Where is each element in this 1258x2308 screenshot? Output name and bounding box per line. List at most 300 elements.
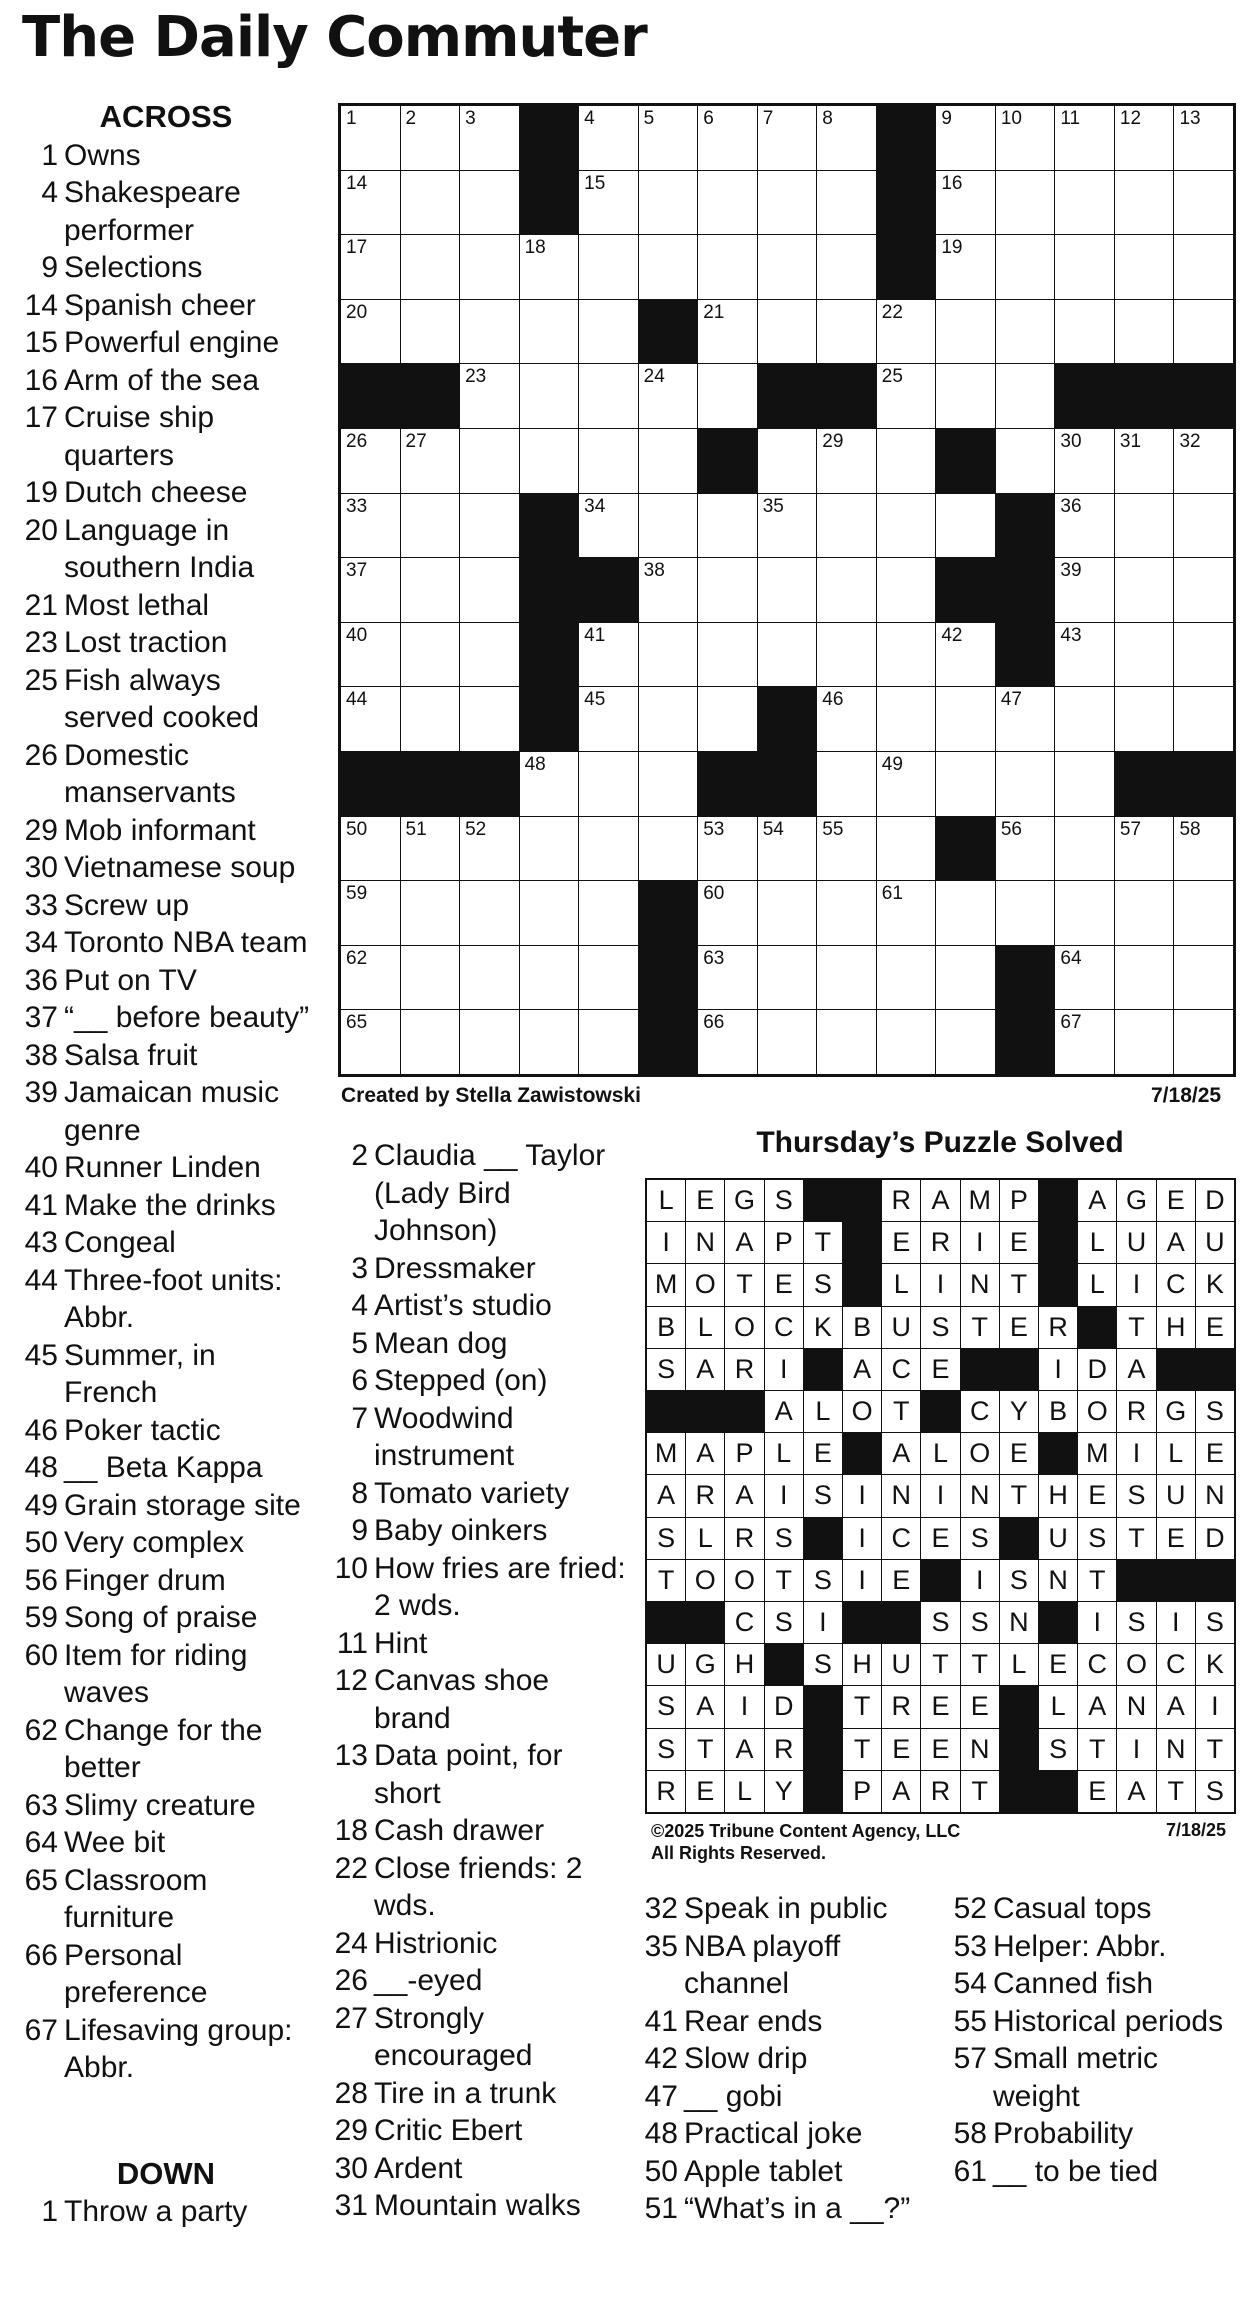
clue-down-col2-11[interactable] [326,1625,626,1663]
grid-cell[interactable] [1174,687,1233,751]
cell-number: 37 [346,560,368,582]
solved-block [1157,1560,1195,1601]
clue-across-26[interactable] [16,737,316,812]
clue-across-40[interactable] [16,1149,316,1187]
grid-cell[interactable] [401,1010,460,1074]
solved-block [921,1391,959,1432]
grid-cell[interactable] [341,300,400,364]
grid-cell[interactable] [698,300,757,364]
grid-cell[interactable] [877,817,936,881]
grid-cell[interactable] [996,817,1055,881]
grid-cell[interactable] [1174,171,1233,235]
grid-cell[interactable] [1115,558,1174,622]
grid-cell[interactable] [936,364,995,428]
grid-cell[interactable] [401,300,460,364]
grid-cell[interactable] [698,235,757,299]
clue-down-col2-29[interactable] [326,2112,626,2150]
grid-cell[interactable] [996,235,1055,299]
grid-cell[interactable] [817,558,876,622]
grid-block [639,1010,698,1074]
grid-cell[interactable] [698,687,757,751]
grid-cell[interactable] [758,235,817,299]
clue-text: Canned fish [993,1967,1154,2000]
grid-cell[interactable] [401,623,460,687]
grid-cell[interactable] [758,300,817,364]
grid-cell[interactable] [1115,623,1174,687]
grid-cell[interactable] [460,946,519,1010]
grid-cell[interactable] [401,171,460,235]
grid-cell[interactable] [460,881,519,945]
grid-cell[interactable] [996,171,1055,235]
grid-cell[interactable] [1055,300,1114,364]
grid-cell[interactable] [341,687,400,751]
solved-letter: T [686,1729,724,1770]
grid-cell[interactable] [877,881,936,945]
clue-down-col4-54[interactable] [947,1965,1252,2003]
grid-cell[interactable] [1115,687,1174,751]
clue-down-col4-58[interactable] [947,2115,1252,2153]
grid-cell[interactable] [401,494,460,558]
grid-cell[interactable] [460,106,519,170]
grid-cell[interactable] [758,429,817,493]
clue-text: Language in southern India [64,513,255,584]
grid-cell[interactable] [877,429,936,493]
grid-cell[interactable] [698,881,757,945]
clue-down-col2-2[interactable] [326,1137,626,1250]
grid-cell[interactable] [460,364,519,428]
grid-cell[interactable] [996,752,1055,816]
clue-number: 27 [334,2001,368,2035]
grid-cell[interactable] [936,300,995,364]
grid-cell[interactable] [698,558,757,622]
grid-cell[interactable] [401,687,460,751]
clue-across-45[interactable] [16,1337,316,1412]
cell-number: 41 [584,624,606,646]
grid-cell[interactable] [758,946,817,1010]
solved-letter: I [1196,1686,1234,1727]
clue-down-col2-28[interactable] [326,2075,626,2113]
grid-cell[interactable] [1055,881,1114,945]
clue-across-23[interactable] [16,624,316,662]
grid-cell[interactable] [579,429,638,493]
grid-cell[interactable] [1174,494,1233,558]
grid-cell[interactable] [1055,687,1114,751]
grid-cell[interactable] [341,429,400,493]
grid-cell[interactable] [1174,235,1233,299]
grid-cell[interactable] [341,558,400,622]
grid-cell[interactable] [460,687,519,751]
grid-cell[interactable] [1055,623,1114,687]
grid-cell[interactable] [877,623,936,687]
clue-across-37[interactable] [16,999,316,1037]
grid-cell[interactable] [460,235,519,299]
clue-across-62[interactable] [16,1712,316,1787]
cell-number: 61 [881,883,903,905]
grid-cell[interactable] [1055,817,1114,881]
grid-cell[interactable] [698,623,757,687]
grid-cell[interactable] [1055,558,1114,622]
grid-cell[interactable] [520,752,579,816]
grid-cell[interactable] [1115,171,1174,235]
grid-cell[interactable] [996,106,1055,170]
grid-cell[interactable] [877,364,936,428]
grid-cell[interactable] [520,429,579,493]
grid-cell[interactable] [639,752,698,816]
clue-across-36[interactable] [16,962,316,1000]
grid-cell[interactable] [401,881,460,945]
solved-letter: C [765,1307,803,1348]
clue-number: 26 [334,1964,368,1997]
grid-cell[interactable] [520,817,579,881]
clue-down-col2-7[interactable] [326,1400,626,1475]
grid-cell[interactable] [1055,106,1114,170]
grid-cell[interactable] [1174,817,1233,881]
grid-cell[interactable] [579,364,638,428]
grid-cell[interactable] [460,429,519,493]
grid-cell[interactable] [579,171,638,235]
clue-down-col3-51[interactable] [638,2190,946,2228]
grid-cell[interactable] [639,558,698,622]
clue-down-col2-12[interactable] [326,1662,626,1737]
clue-across-19[interactable] [16,474,316,512]
grid-cell[interactable] [639,687,698,751]
grid-cell[interactable] [460,817,519,881]
clue-across-15[interactable] [16,324,316,362]
grid-cell[interactable] [1115,494,1174,558]
clue-down-col2-24[interactable] [326,1925,626,1963]
grid-cell[interactable] [579,1010,638,1074]
grid-cell[interactable] [639,817,698,881]
clue-across-50[interactable] [16,1524,316,1562]
solved-letter: L [882,1264,920,1305]
grid-cell[interactable] [460,1010,519,1074]
grid-cell[interactable] [936,494,995,558]
grid-cell[interactable] [996,687,1055,751]
grid-cell[interactable] [817,171,876,235]
grid-cell[interactable] [401,429,460,493]
clue-across-16[interactable] [16,362,316,400]
clue-across-44[interactable] [16,1262,316,1337]
clue-down-col2-22[interactable] [326,1850,626,1925]
clue-across-65[interactable] [16,1862,316,1937]
grid-cell[interactable] [401,946,460,1010]
grid-cell[interactable] [579,946,638,1010]
grid-cell[interactable] [1174,623,1233,687]
clue-number: 49 [24,1488,58,1522]
grid-cell[interactable] [817,494,876,558]
grid-cell[interactable] [579,106,638,170]
grid-cell[interactable] [1115,106,1174,170]
grid-cell[interactable] [1174,106,1233,170]
grid-cell[interactable] [1115,1010,1174,1074]
clue-across-21[interactable] [16,587,316,625]
grid-cell[interactable] [817,752,876,816]
grid-cell[interactable] [1115,235,1174,299]
grid-cell[interactable] [1055,429,1114,493]
grid-cell[interactable] [698,364,757,428]
cell-number: 63 [703,947,725,969]
clue-across-38[interactable] [16,1037,316,1075]
clue-down-col3-50[interactable] [638,2153,946,2191]
grid-cell[interactable] [817,235,876,299]
clue-text: Slimy creature [64,1788,256,1822]
clue-across-29[interactable] [16,812,316,850]
clue-across-14[interactable] [16,287,316,325]
solved-block [804,1771,842,1812]
grid-cell[interactable] [341,1010,400,1074]
grid-cell[interactable] [401,106,460,170]
grid-cell[interactable] [936,881,995,945]
clue-across-46[interactable] [16,1412,316,1450]
clue-number: 3 [351,1251,368,1285]
grid-cell[interactable] [817,623,876,687]
grid-cell[interactable] [817,687,876,751]
clue-across-56[interactable] [16,1562,316,1600]
clue-down-col2-13[interactable] [326,1737,626,1812]
clue-down-col4-55[interactable] [947,2003,1252,2041]
solved-letter: N [686,1222,724,1263]
grid-cell[interactable] [936,752,995,816]
clue-across-17[interactable] [16,399,316,474]
grid-cell[interactable] [579,300,638,364]
clue-number: 31 [334,2189,368,2222]
grid-cell[interactable] [877,494,936,558]
clue-across-33[interactable] [16,887,316,925]
grid-cell[interactable] [460,300,519,364]
clue-across-41[interactable] [16,1187,316,1225]
solved-letter: P [843,1771,881,1812]
grid-cell[interactable] [877,1010,936,1074]
clue-number: 29 [334,2114,368,2147]
grid-cell[interactable] [817,300,876,364]
clue-number: 2 [351,1139,368,1172]
grid-cell[interactable] [1174,300,1233,364]
grid-cell[interactable] [341,235,400,299]
clue-across-25[interactable] [16,662,316,737]
grid-cell[interactable] [579,752,638,816]
grid-cell[interactable] [877,687,936,751]
grid-cell[interactable] [996,881,1055,945]
grid-cell[interactable] [936,235,995,299]
grid-cell[interactable] [639,235,698,299]
grid-cell[interactable] [1055,946,1114,1010]
solved-block [804,1518,842,1559]
grid-cell[interactable] [401,558,460,622]
grid-cell[interactable] [639,106,698,170]
clue-down-col4-53[interactable] [947,1928,1252,1966]
clue-down-col2-10[interactable] [326,1550,626,1625]
clue-across-9[interactable] [16,249,316,287]
clue-down-col2-6[interactable] [326,1362,626,1400]
grid-cell[interactable] [579,235,638,299]
grid-cell[interactable] [460,558,519,622]
grid-cell[interactable] [698,171,757,235]
grid-cell[interactable] [817,106,876,170]
grid-cell[interactable] [460,623,519,687]
clue-down-col4-61[interactable] [947,2153,1252,2191]
grid-cell[interactable] [341,106,400,170]
clue-across-20[interactable] [16,512,316,587]
clue-down-col3-47[interactable] [638,2078,946,2116]
grid-cell[interactable] [1174,429,1233,493]
clue-down-col2-26[interactable] [326,1962,626,2000]
grid-cell[interactable] [1055,171,1114,235]
grid-cell[interactable] [1055,235,1114,299]
grid-cell[interactable] [877,752,936,816]
grid-cell[interactable] [341,494,400,558]
clue-across-66[interactable] [16,1937,316,2012]
grid-cell[interactable] [341,817,400,881]
grid-cell[interactable] [758,494,817,558]
grid-cell[interactable] [1115,881,1174,945]
grid-cell[interactable] [520,881,579,945]
grid-cell[interactable] [579,881,638,945]
grid-cell[interactable] [341,946,400,1010]
clue-across-59[interactable] [16,1599,316,1637]
grid-cell[interactable] [758,1010,817,1074]
grid-cell[interactable] [698,817,757,881]
clue-number: 52 [953,1892,987,1925]
grid-cell[interactable] [639,494,698,558]
grid-cell[interactable] [579,494,638,558]
clue-down-col2-8[interactable] [326,1475,626,1513]
clue-text: “__ before beauty” [64,1001,310,1034]
grid-cell[interactable] [1055,1010,1114,1074]
solved-block [1039,1771,1077,1812]
clue-down-col3-48[interactable] [638,2115,946,2153]
grid-cell[interactable] [996,429,1055,493]
grid-cell[interactable] [936,171,995,235]
grid-cell[interactable] [520,364,579,428]
grid-cell[interactable] [341,881,400,945]
clue-down-col4-52[interactable] [947,1890,1252,1928]
grid-cell[interactable] [817,817,876,881]
grid-block [936,817,995,881]
grid-cell[interactable] [877,558,936,622]
grid-cell[interactable] [460,171,519,235]
clue-across-60[interactable] [16,1637,316,1712]
clue-number: 33 [24,888,58,922]
grid-cell[interactable] [1174,881,1233,945]
grid-cell[interactable] [460,494,519,558]
grid-cell[interactable] [1174,946,1233,1010]
clue-down-col2-5[interactable] [326,1325,626,1363]
grid-cell[interactable] [1174,558,1233,622]
grid-cell[interactable] [579,817,638,881]
clue-down-col1-1[interactable] [16,2193,316,2231]
clue-down-col2-3[interactable] [326,1250,626,1288]
grid-cell[interactable] [758,171,817,235]
clue-across-30[interactable] [16,849,316,887]
grid-cell[interactable] [520,1010,579,1074]
grid-cell[interactable] [341,623,400,687]
grid-cell[interactable] [817,946,876,1010]
grid-cell[interactable] [698,106,757,170]
clue-down-col2-30[interactable] [326,2150,626,2188]
clue-down-col2-4[interactable] [326,1287,626,1325]
grid-cell[interactable] [817,429,876,493]
grid-cell[interactable] [341,171,400,235]
clue-down-col3-35[interactable] [638,1928,946,2003]
solved-letter: N [882,1475,920,1516]
grid-cell[interactable] [758,558,817,622]
solved-letter: L [1078,1222,1116,1263]
clue-across-63[interactable] [16,1787,316,1825]
grid-cell[interactable] [936,623,995,687]
grid-cell[interactable] [579,687,638,751]
grid-cell[interactable] [817,881,876,945]
grid-cell[interactable] [1055,494,1114,558]
grid-cell[interactable] [1115,429,1174,493]
grid-cell[interactable] [996,364,1055,428]
grid-cell[interactable] [877,300,936,364]
grid-cell[interactable] [579,623,638,687]
clue-across-48[interactable] [16,1449,316,1487]
clue-number: 1 [41,2194,58,2228]
grid-cell[interactable] [520,946,579,1010]
grid-cell[interactable] [698,946,757,1010]
clue-down-col2-18[interactable] [326,1812,626,1850]
grid-cell[interactable] [520,235,579,299]
clue-down-col4-57[interactable] [947,2040,1252,2115]
grid-cell[interactable] [936,946,995,1010]
grid-cell[interactable] [1055,752,1114,816]
grid-cell[interactable] [639,429,698,493]
clue-down-col2-9[interactable] [326,1512,626,1550]
clue-across-67[interactable] [16,2012,316,2087]
grid-cell[interactable] [996,300,1055,364]
grid-cell[interactable] [758,817,817,881]
grid-cell[interactable] [758,623,817,687]
grid-cell[interactable] [758,106,817,170]
grid-cell[interactable] [936,1010,995,1074]
clue-across-39[interactable] [16,1074,316,1149]
clue-across-34[interactable] [16,924,316,962]
clue-down-col2-31[interactable] [326,2187,626,2225]
grid-cell[interactable] [401,817,460,881]
clue-across-43[interactable] [16,1224,316,1262]
grid-cell[interactable] [401,235,460,299]
clue-across-49[interactable] [16,1487,316,1525]
clue-across-4[interactable] [16,174,316,249]
grid-cell[interactable] [877,946,936,1010]
grid-cell[interactable] [639,623,698,687]
grid-cell[interactable] [936,687,995,751]
clue-down-col3-41[interactable] [638,2003,946,2041]
grid-cell[interactable] [520,300,579,364]
grid-cell[interactable] [698,1010,757,1074]
grid-cell[interactable] [1115,300,1174,364]
clue-down-col3-42[interactable] [638,2040,946,2078]
crossword-grid[interactable] [338,103,1236,1077]
grid-cell[interactable] [817,1010,876,1074]
clue-number: 30 [334,2151,368,2185]
grid-cell[interactable] [639,171,698,235]
cell-number: 49 [881,753,903,775]
clue-down-col2-27[interactable] [326,2000,626,2075]
clue-text: Baby oinkers [374,1514,548,1547]
grid-cell[interactable] [639,364,698,428]
clue-across-1[interactable] [16,137,316,175]
grid-cell[interactable] [1174,1010,1233,1074]
grid-cell[interactable] [1115,946,1174,1010]
grid-cell[interactable] [758,881,817,945]
grid-cell[interactable] [936,106,995,170]
clue-down-col3-32[interactable] [638,1890,946,1928]
clue-across-64[interactable] [16,1824,316,1862]
grid-cell[interactable] [698,494,757,558]
grid-cell[interactable] [1115,817,1174,881]
